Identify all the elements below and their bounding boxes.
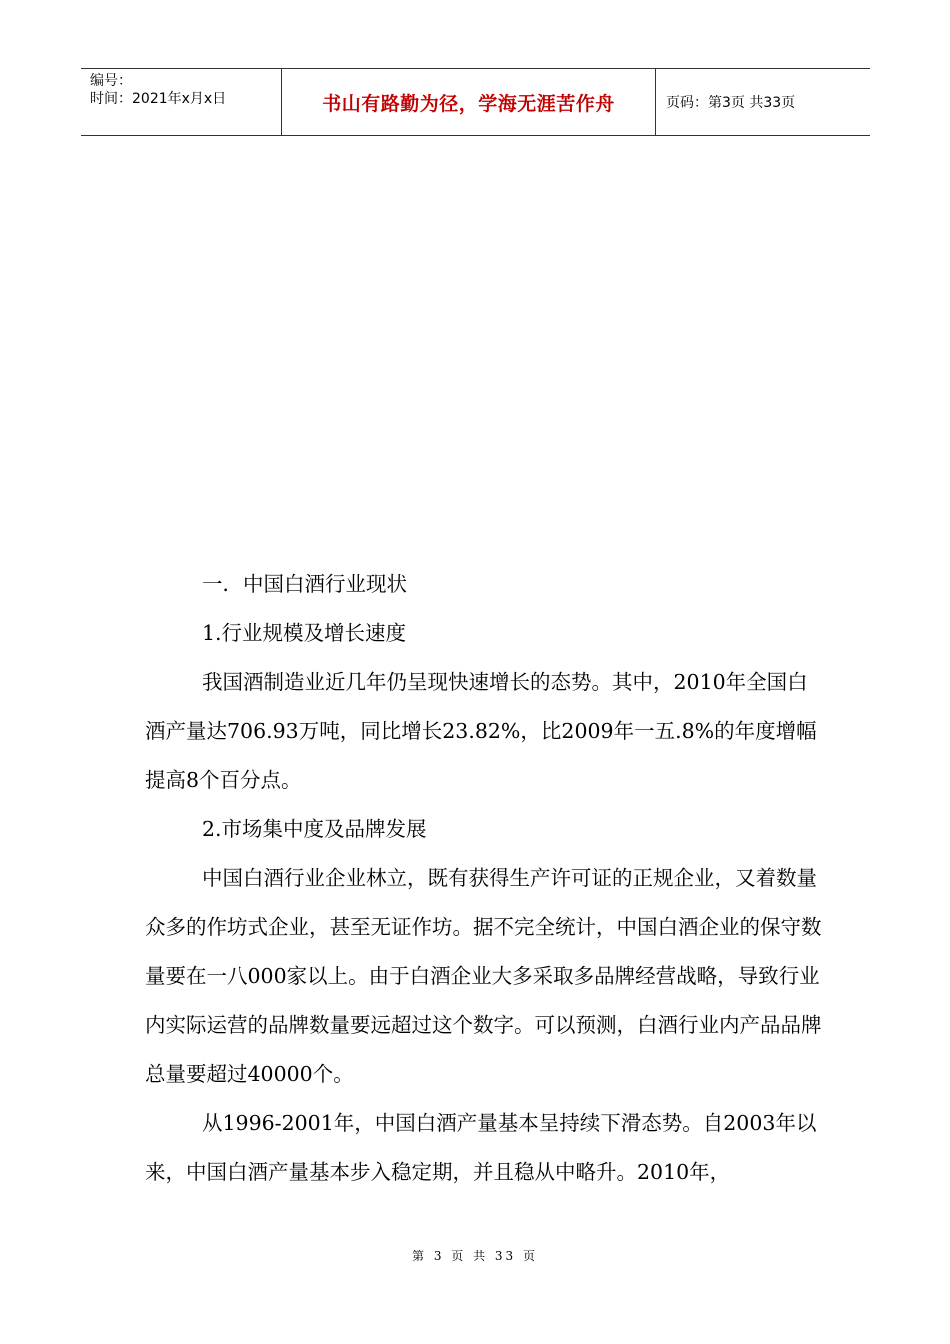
- paragraph-growth: 我国酒制造业近几年仍呈现快速增长的态势。其中，2010年全国白酒产量达706.93万吨，同比增长23.82%，比2009年一五.8%的年度增幅提高8个百分点。: [145, 670, 817, 792]
- header-meta-cell: [81, 69, 282, 135]
- paragraph-trend: 从1996-2001年，中国白酒产量基本呈持续下滑态势。自2003年以来，中国白酒产量基本步入稳定期，并且稳从中略升。2010年，: [145, 1111, 817, 1184]
- header-page-info: 页码：第3页 共33页: [666, 95, 796, 111]
- document-body: [145, 560, 825, 1197]
- subsection-heading-market: 2.市场集中度及品牌发展: [202, 817, 427, 841]
- subsection-heading-scale: 1.行业规模及增长速度: [202, 621, 407, 645]
- document-date-label: 时间：2021年x月x日: [90, 91, 227, 107]
- header-motto: 书山有路勤为径，学海无涯苦作舟: [282, 69, 656, 135]
- page-header: [81, 68, 870, 136]
- document-number-label: 编号：: [90, 73, 132, 89]
- section-heading: 一．中国白酒行业现状: [202, 572, 407, 596]
- paragraph-market: 中国白酒行业企业林立，既有获得生产许可证的正规企业，又着数量众多的作坊式企业，甚至无证作坊。据不完全统计，中国白酒企业的保守数量要在一八000家以上。由于白酒企业大多采取多品牌经营战略，导致行业内实际运营的品牌数量要远超过这个数字。可以预测，白酒行业内产品品牌总量要超过40000个。: [145, 866, 822, 1086]
- page-footer: 第 3 页 共 33 页: [412, 1249, 538, 1263]
